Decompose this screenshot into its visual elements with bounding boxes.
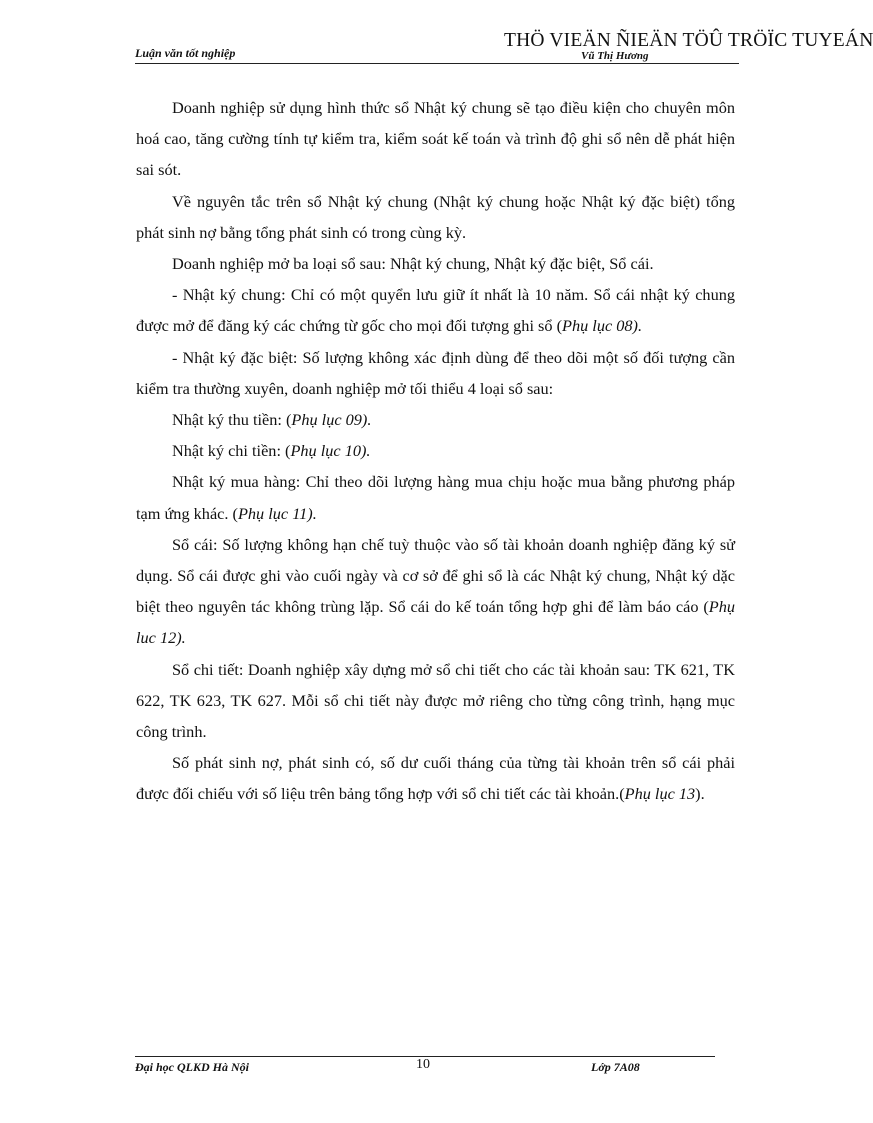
appendix-reference: Phụ lục 11). — [237, 503, 317, 523]
paragraph-text: - Nhật ký chung: Chỉ có một quyển lưu giữ ít nhất là 10 năm. Sổ cái nhật ký chung được mở để đăng ký các chứng từ gốc cho mọi đối tượng ghi sổ ( — [136, 285, 735, 336]
paragraph — [136, 404, 735, 435]
paragraph — [136, 248, 735, 279]
appendix-reference: Phụ lục 09). — [291, 410, 372, 430]
paragraph — [136, 747, 735, 809]
appendix-reference: Phụ lục 10). — [290, 441, 371, 461]
page-number: 10 — [416, 1057, 430, 1072]
paragraph-text: Doanh nghiệp sử dụng hình thức sổ Nhật ký chung sẽ tạo điều kiện cho chuyên môn hoá cao, tăng cường tính tự kiểm tra, kiểm soát kế toán và trình độ ghi sổ nên dễ phát hiện sai sót. — [136, 98, 735, 180]
paragraph-text: ). — [695, 784, 705, 804]
paragraph-text: Về nguyên tắc trên sổ Nhật ký chung (Nhật ký chung hoặc Nhật ký đặc biệt) tổng phát sinh nợ bằng tổng phát sinh có trong cùng kỳ. — [136, 191, 735, 242]
paragraph — [136, 279, 735, 341]
appendix-reference: Phụ lục 13 — [624, 784, 696, 804]
paragraph-text: Sổ chi tiết: Doanh nghiệp xây dựng mở sổ chi tiết cho các tài khoản sau: TK 621, TK 622, TK 623, TK 627. Mỗi sổ chi tiết này được mở riêng cho từng công trình, hạng mục công trình. — [136, 659, 735, 742]
paragraph-text: Số phát sinh nợ, phát sinh có, số dư cuối tháng của từng tài khoản trên sổ cái phải được đối chiếu với số liệu trên bảng tổng hợp với sổ chi tiết các tài khoản.( — [136, 753, 735, 804]
appendix-reference: Phụ lục 08). — [562, 316, 643, 336]
paragraph-text: - Nhật ký đặc biệt: Số lượng không xác định dùng để theo dõi một số đối tượng cần kiểm tra thường xuyên, doanh nghiệp mở tối thiểu 4 loại sổ sau: — [136, 347, 735, 398]
header-rule — [135, 63, 739, 64]
paragraph-text: Nhật ký mua hàng: Chỉ theo dõi lượng hàng mua chịu hoặc mua bằng phương pháp tạm ứng khác. ( — [136, 472, 735, 523]
paragraph-text: Sổ cái: Số lượng không hạn chế tuỳ thuộc vào số tài khoản doanh nghiệp đăng ký sử dụng. Sổ cái được ghi vào cuối ngày và cơ sở để ghi sổ là các Nhật ký chung, Nhật ký dặc biệt theo nguyên tác không trùng lặp. Sổ cái do kế toán tổng hợp ghi để làm báo cáo ( — [136, 534, 735, 617]
paragraph-text: Nhật ký thu tiền: ( — [172, 410, 292, 430]
footer-class: Lớp 7A08 — [591, 1060, 640, 1074]
paragraph — [136, 92, 735, 186]
header-thesis-title: Luận văn tốt nghiệp — [135, 46, 236, 60]
paragraph — [136, 186, 735, 248]
paragraph-text: Nhật ký chi tiền: ( — [172, 441, 291, 461]
paragraph — [136, 529, 735, 654]
footer-university: Đại học QLKD Hà Nội — [135, 1060, 249, 1074]
header-author: Vũ Thị Hương — [581, 50, 649, 62]
body-text — [136, 92, 735, 810]
appendix-reference: Phụ luc 12). — [136, 597, 735, 648]
paragraph-text: Doanh nghiệp mở ba loại sổ sau: Nhật ký chung, Nhật ký đặc biệt, Sổ cái. — [172, 254, 654, 274]
paragraph — [136, 342, 735, 404]
paragraph — [136, 466, 735, 528]
header-watermark: THÖ VIEÄN ÑIEÄN TÖÛ TRÖÏC TUYEÁN — [504, 30, 873, 51]
paragraph — [136, 435, 735, 466]
paragraph — [136, 654, 735, 748]
